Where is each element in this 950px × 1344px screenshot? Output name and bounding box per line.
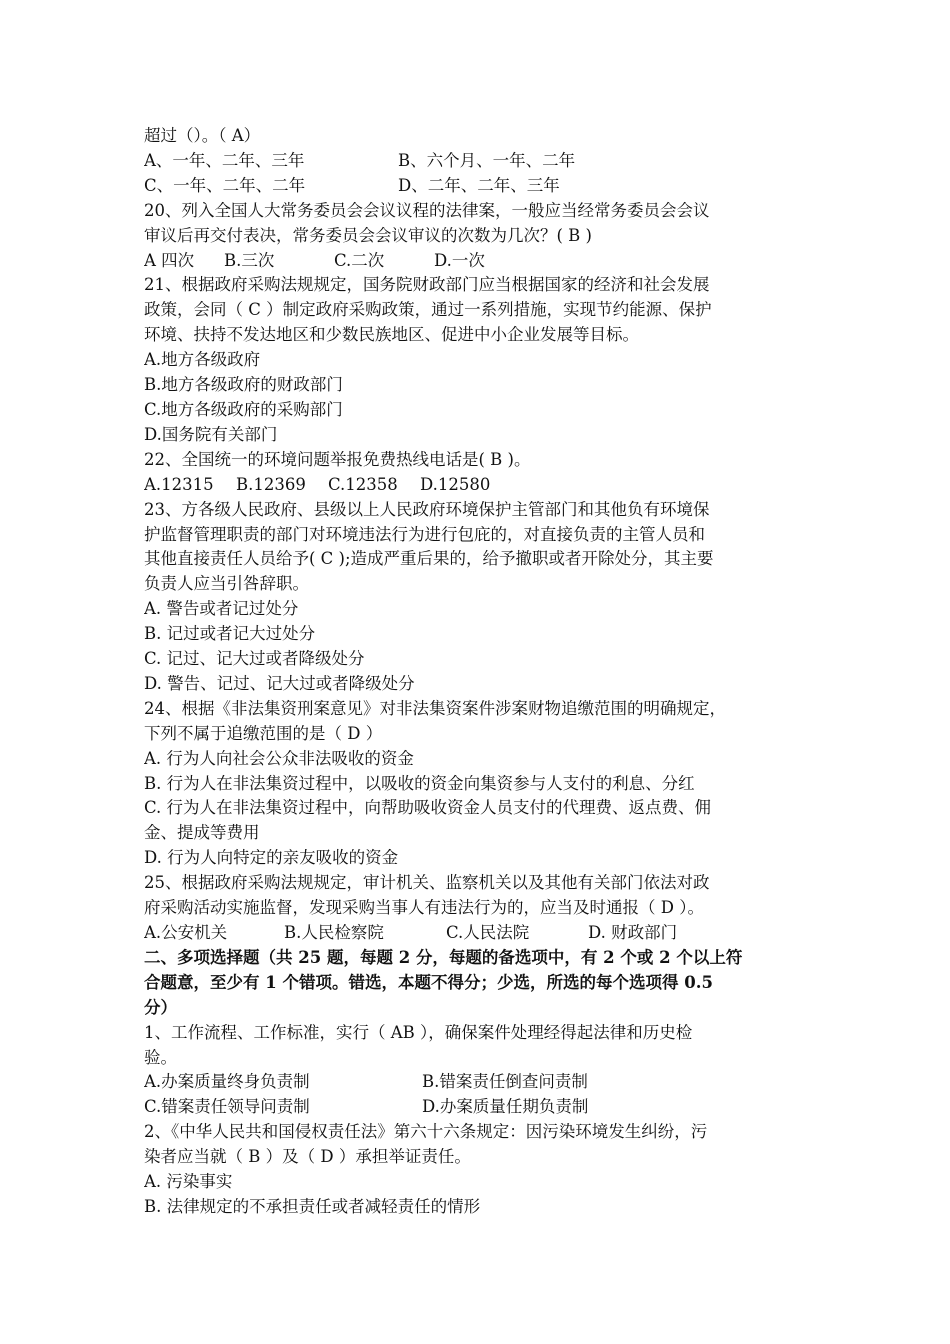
text-line: 负责人应当引咎辞职。 — [144, 574, 309, 594]
option-b: B.错案责任倒查问责制 — [422, 1072, 588, 1092]
text-line: 20、列入全国人大常务委员会会议议程的法律案，一般应当经常务委员会会议 — [144, 200, 710, 220]
text-line: C. 行为人在非法集资过程中，向帮助吸收资金人员支付的代理费、返点费、佣 — [144, 798, 712, 818]
text-line: B. 记过或者记大过处分 — [144, 624, 316, 644]
text-line: 2、《中华人民共和国侵权责任法》第六十六条规定：因污染环境发生纠纷，污 — [144, 1122, 708, 1142]
option-b: B.12369 — [236, 474, 306, 494]
option-row — [144, 149, 816, 174]
option-a: A.12315 — [144, 474, 214, 494]
option-a: A 四次 — [144, 250, 195, 270]
text-line: B. 法律规定的不承担责任或者减轻责任的情形 — [144, 1196, 481, 1216]
text-line: 染者应当就（ B ）及（ D ）承担举证责任。 — [144, 1147, 471, 1167]
option-row — [144, 249, 816, 274]
text-line: 下列不属于追缴范围的是（ D ） — [144, 723, 383, 743]
text-line: A.地方各级政府 — [144, 350, 261, 370]
option-c: C.二次 — [334, 250, 385, 270]
option-a: C、一年、二年、二年 — [144, 175, 306, 195]
option-d: D. 财政部门 — [588, 923, 678, 942]
option-b: B.三次 — [224, 250, 275, 270]
text-line: 23、方各级人民政府、县级以上人民政府环境保护主管部门和其他负有环境保 — [144, 499, 710, 519]
text-line: B. 行为人在非法集资过程中，以吸收的资金向集资参与人支付的利息、分红 — [144, 773, 695, 793]
option-d: D.一次 — [434, 250, 485, 270]
section-heading-line: 合题意，至少有 1 个错项。错选，本题不得分；少选，所选的每个选项得 0.5 — [144, 972, 713, 992]
option-row — [144, 921, 816, 946]
text-line: 府采购活动实施监督，发现采购当事人有违法行为的，应当及时通报（ D ）。 — [144, 898, 704, 918]
text-line: A. 污染事实 — [144, 1172, 233, 1192]
text-line: 金、提成等费用 — [144, 823, 260, 843]
text-line: 21、根据政府采购法规规定，国务院财政部门应当根据国家的经济和社会发展 — [144, 275, 710, 295]
option-row — [144, 1070, 816, 1095]
option-a: A.公安机关 — [144, 923, 228, 942]
option-row — [144, 473, 816, 498]
text-line: 护监督管理职责的部门对环境违法行为进行包庇的，对直接负责的主管人员和 — [144, 524, 705, 544]
option-b: B、六个月、一年、二年 — [398, 150, 576, 170]
text-line: 环境、扶持不发达地区和少数民族地区、促进中小企业发展等目标。 — [144, 325, 639, 345]
text-line: A. 行为人向社会公众非法吸收的资金 — [144, 748, 414, 768]
text-line: B.地方各级政府的财政部门 — [144, 375, 343, 395]
text-line: 超过（）。（ A） — [144, 126, 261, 145]
text-line: A. 警告或者记过处分 — [144, 599, 299, 619]
text-line: 审议后再交付表决，常务委员会会议审议的次数为几次？( B ) — [144, 225, 592, 245]
option-a: A、一年、二年、三年 — [144, 150, 305, 170]
text-line: D. 警告、记过、记大过或者降级处分 — [144, 673, 415, 693]
option-c: C.12358 — [328, 474, 398, 494]
text-line: 24、根据《非法集资刑案意见》对非法集资案件涉案财物追缴范围的明确规定， — [144, 698, 726, 718]
text-line: C. 记过、记大过或者降级处分 — [144, 649, 365, 669]
section-heading-line: 二、多项选择题（共 25 题，每题 2 分，每题的备选项中，有 2 个或 2 个以上符 — [144, 947, 743, 967]
text-line: 其他直接责任人员给予( C );造成严重后果的，给予撤职或者开除处分，其主要 — [144, 549, 714, 569]
text-line: 1、工作流程、工作标准，实行（ AB ），确保案件处理经得起法律和历史检 — [144, 1022, 693, 1042]
option-b: D、二年、二年、三年 — [398, 175, 560, 195]
option-a: C.错案责任领导问责制 — [144, 1097, 310, 1117]
text-line: 政策，会同（ C ）制定政府采购政策，通过一系列措施，实现节约能源、保护 — [144, 300, 712, 320]
option-b: D.办案质量任期负责制 — [422, 1097, 589, 1117]
text-line: D. 行为人向特定的亲友吸收的资金 — [144, 848, 399, 868]
option-row — [144, 174, 816, 199]
text-line: 22、全国统一的环境问题举报免费热线电话是( B )。 — [144, 449, 531, 469]
document-body — [144, 124, 816, 1220]
text-line: C.地方各级政府的采购部门 — [144, 399, 343, 419]
text-line: 25、根据政府采购法规规定，审计机关、监察机关以及其他有关部门依法对政 — [144, 873, 710, 893]
option-b: B.人民检察院 — [284, 923, 384, 942]
text-line: 验。 — [144, 1047, 177, 1067]
option-c: C.人民法院 — [446, 923, 530, 942]
option-d: D.12580 — [420, 474, 491, 494]
option-a: A.办案质量终身负责制 — [144, 1072, 310, 1092]
section-heading-line: 分） — [144, 997, 177, 1017]
text-line: D.国务院有关部门 — [144, 424, 278, 444]
option-row — [144, 1095, 816, 1120]
